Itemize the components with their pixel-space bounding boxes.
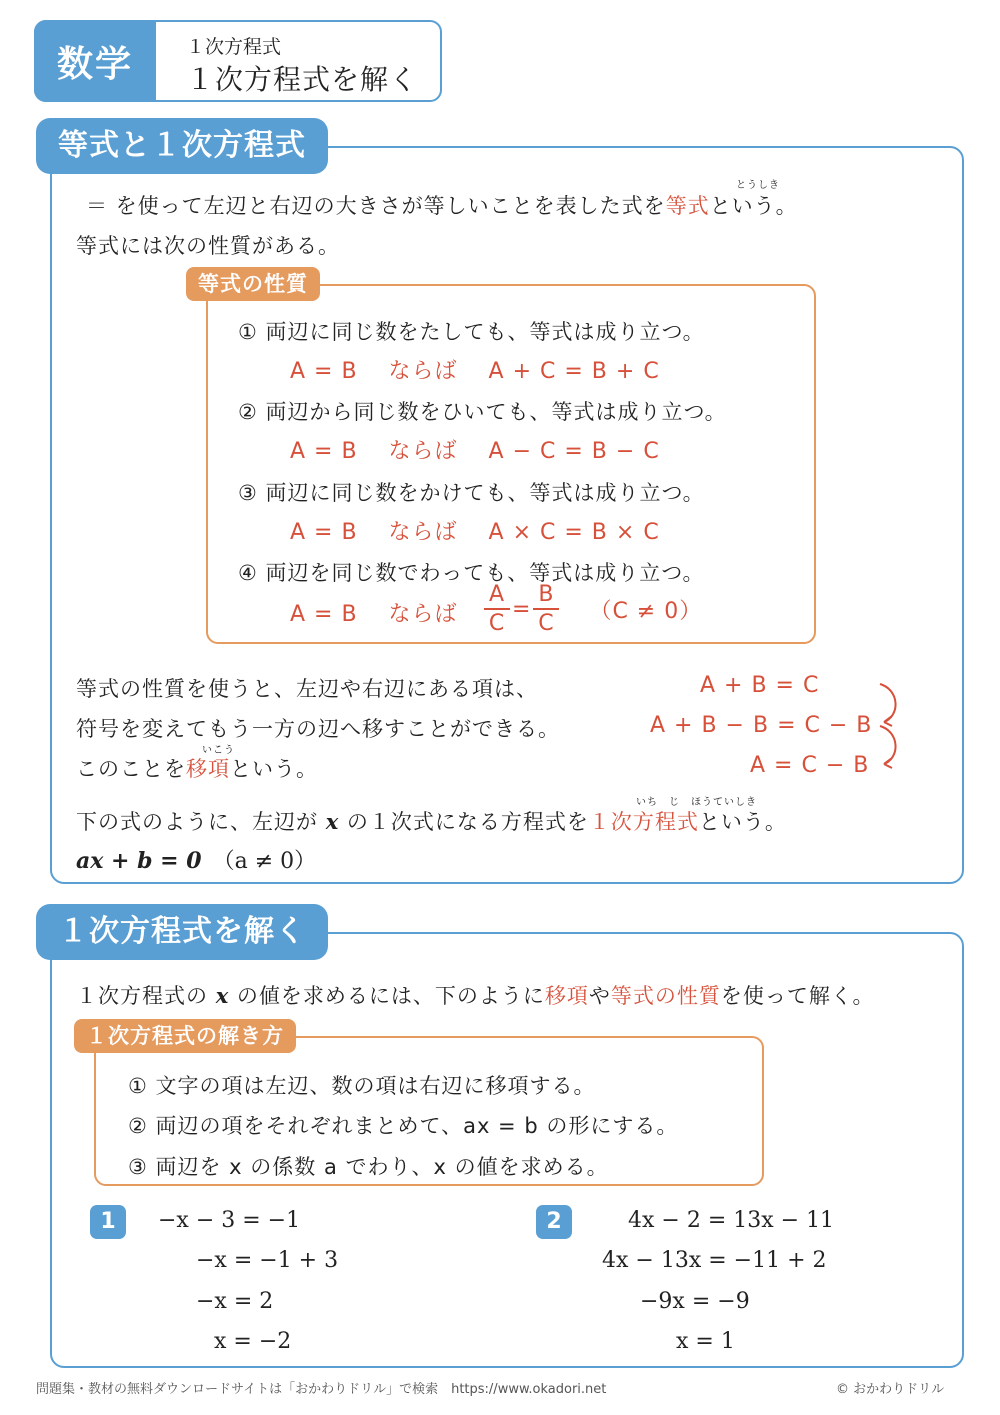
example-1-line-4: x = −2 (214, 1329, 292, 1354)
property-3-text: ③ 両辺に同じ数をかけても、等式は成り立つ。 (238, 481, 705, 505)
method-title: １次方程式の解き方 (74, 1019, 296, 1053)
property-1-text: ① 両辺に同じ数をたしても、等式は成り立つ。 (238, 320, 705, 344)
frac-equals: = (512, 596, 532, 622)
method-step-2: ② 両辺の項をそれぞれまとめて、ax = b の形にする。 (128, 1114, 679, 1138)
unit-label: １次方程式 (186, 36, 282, 58)
transpose-eq-2: A + B − B = C − B (650, 713, 873, 738)
example-1-line-2: −x = −1 + 3 (196, 1248, 339, 1273)
property-4-eq: A = B ならば (290, 602, 458, 627)
transpose-line-1: 等式の性質を使うと、左辺や右辺にある項は、 (76, 677, 538, 701)
page-title: １次方程式を解く (186, 63, 419, 96)
transpose-eq-3: A = C − B (750, 753, 870, 778)
method-step-1: ① 文字の項は左辺、数の項は右辺に移項する。 (128, 1074, 596, 1098)
property-4-fraction (484, 583, 702, 635)
toushiki-ruby: とうしき (736, 180, 780, 191)
general-form: ax + b = 0 （a ≠ 0） (76, 848, 317, 874)
ichiji-ruby: いち じ ほうていしき (636, 797, 757, 808)
frac-den-1: C (488, 611, 506, 637)
frac-condition: （C ≠ 0） (589, 598, 703, 624)
transpose-eq-1: A + B = C (700, 673, 820, 698)
section1-title: 等式と１次方程式 (36, 118, 328, 174)
ikou-ruby: いこう (202, 745, 235, 756)
footer-site: 問題集・教材の無料ダウンロードサイトは「おかわりドリル」で検索 https://www.okadori.net (36, 1382, 607, 1397)
subject-badge: 数学 (34, 20, 156, 102)
section2-intro: １次方程式の x の値を求めるには、下のように移項や等式の性質を使って解く。 (76, 983, 875, 1008)
example-1-line-1: −x − 3 = −1 (158, 1208, 301, 1233)
property-2-text: ② 両辺から同じ数をひいても、等式は成り立つ。 (238, 400, 727, 424)
linear-definition: 下の式のように、左辺が x の１次式になる方程式を１次方程式という。 (76, 809, 787, 834)
property-4-text: ④ 両辺を同じ数でわっても、等式は成り立つ。 (238, 561, 705, 585)
property-1-eq: A = B ならば A + C = B + C (290, 359, 660, 384)
example-2-badge: 2 (536, 1205, 572, 1239)
footer-copyright: © おかわりドリル (836, 1382, 945, 1397)
example-2-line-4: x = 1 (676, 1329, 735, 1354)
frac-num-2: B (538, 582, 555, 607)
section1-intro: ＝ を使って左辺と右辺の大きさが等しいことを表した式を等式という。 (86, 194, 798, 218)
transpose-arrows-icon (870, 676, 910, 776)
properties-title: 等式の性質 (186, 267, 320, 301)
transpose-line-3: このことを移項という。 (76, 757, 318, 781)
transpose-line-2: 符号を変えてもう一方の辺へ移すことができる。 (76, 717, 560, 741)
example-1-line-3: −x = 2 (196, 1289, 274, 1314)
section1-intro2: 等式には次の性質がある。 (76, 234, 340, 258)
example-2-line-3: −9x = −9 (640, 1289, 750, 1314)
example-2-line-2: 4x − 13x = −11 + 2 (602, 1248, 827, 1273)
property-2-eq: A = B ならば A − C = B − C (290, 439, 660, 464)
property-3-eq: A = B ならば A × C = B × C (290, 520, 660, 545)
method-step-3: ③ 両辺を x の係数 a でわり、x の値を求める。 (128, 1155, 609, 1179)
example-2-line-1: 4x − 2 = 13x − 11 (628, 1208, 835, 1233)
example-1-badge: 1 (90, 1205, 126, 1239)
frac-num-1: A (488, 582, 506, 607)
section2-title: １次方程式を解く (36, 904, 328, 960)
frac-den-2: C (538, 611, 555, 637)
